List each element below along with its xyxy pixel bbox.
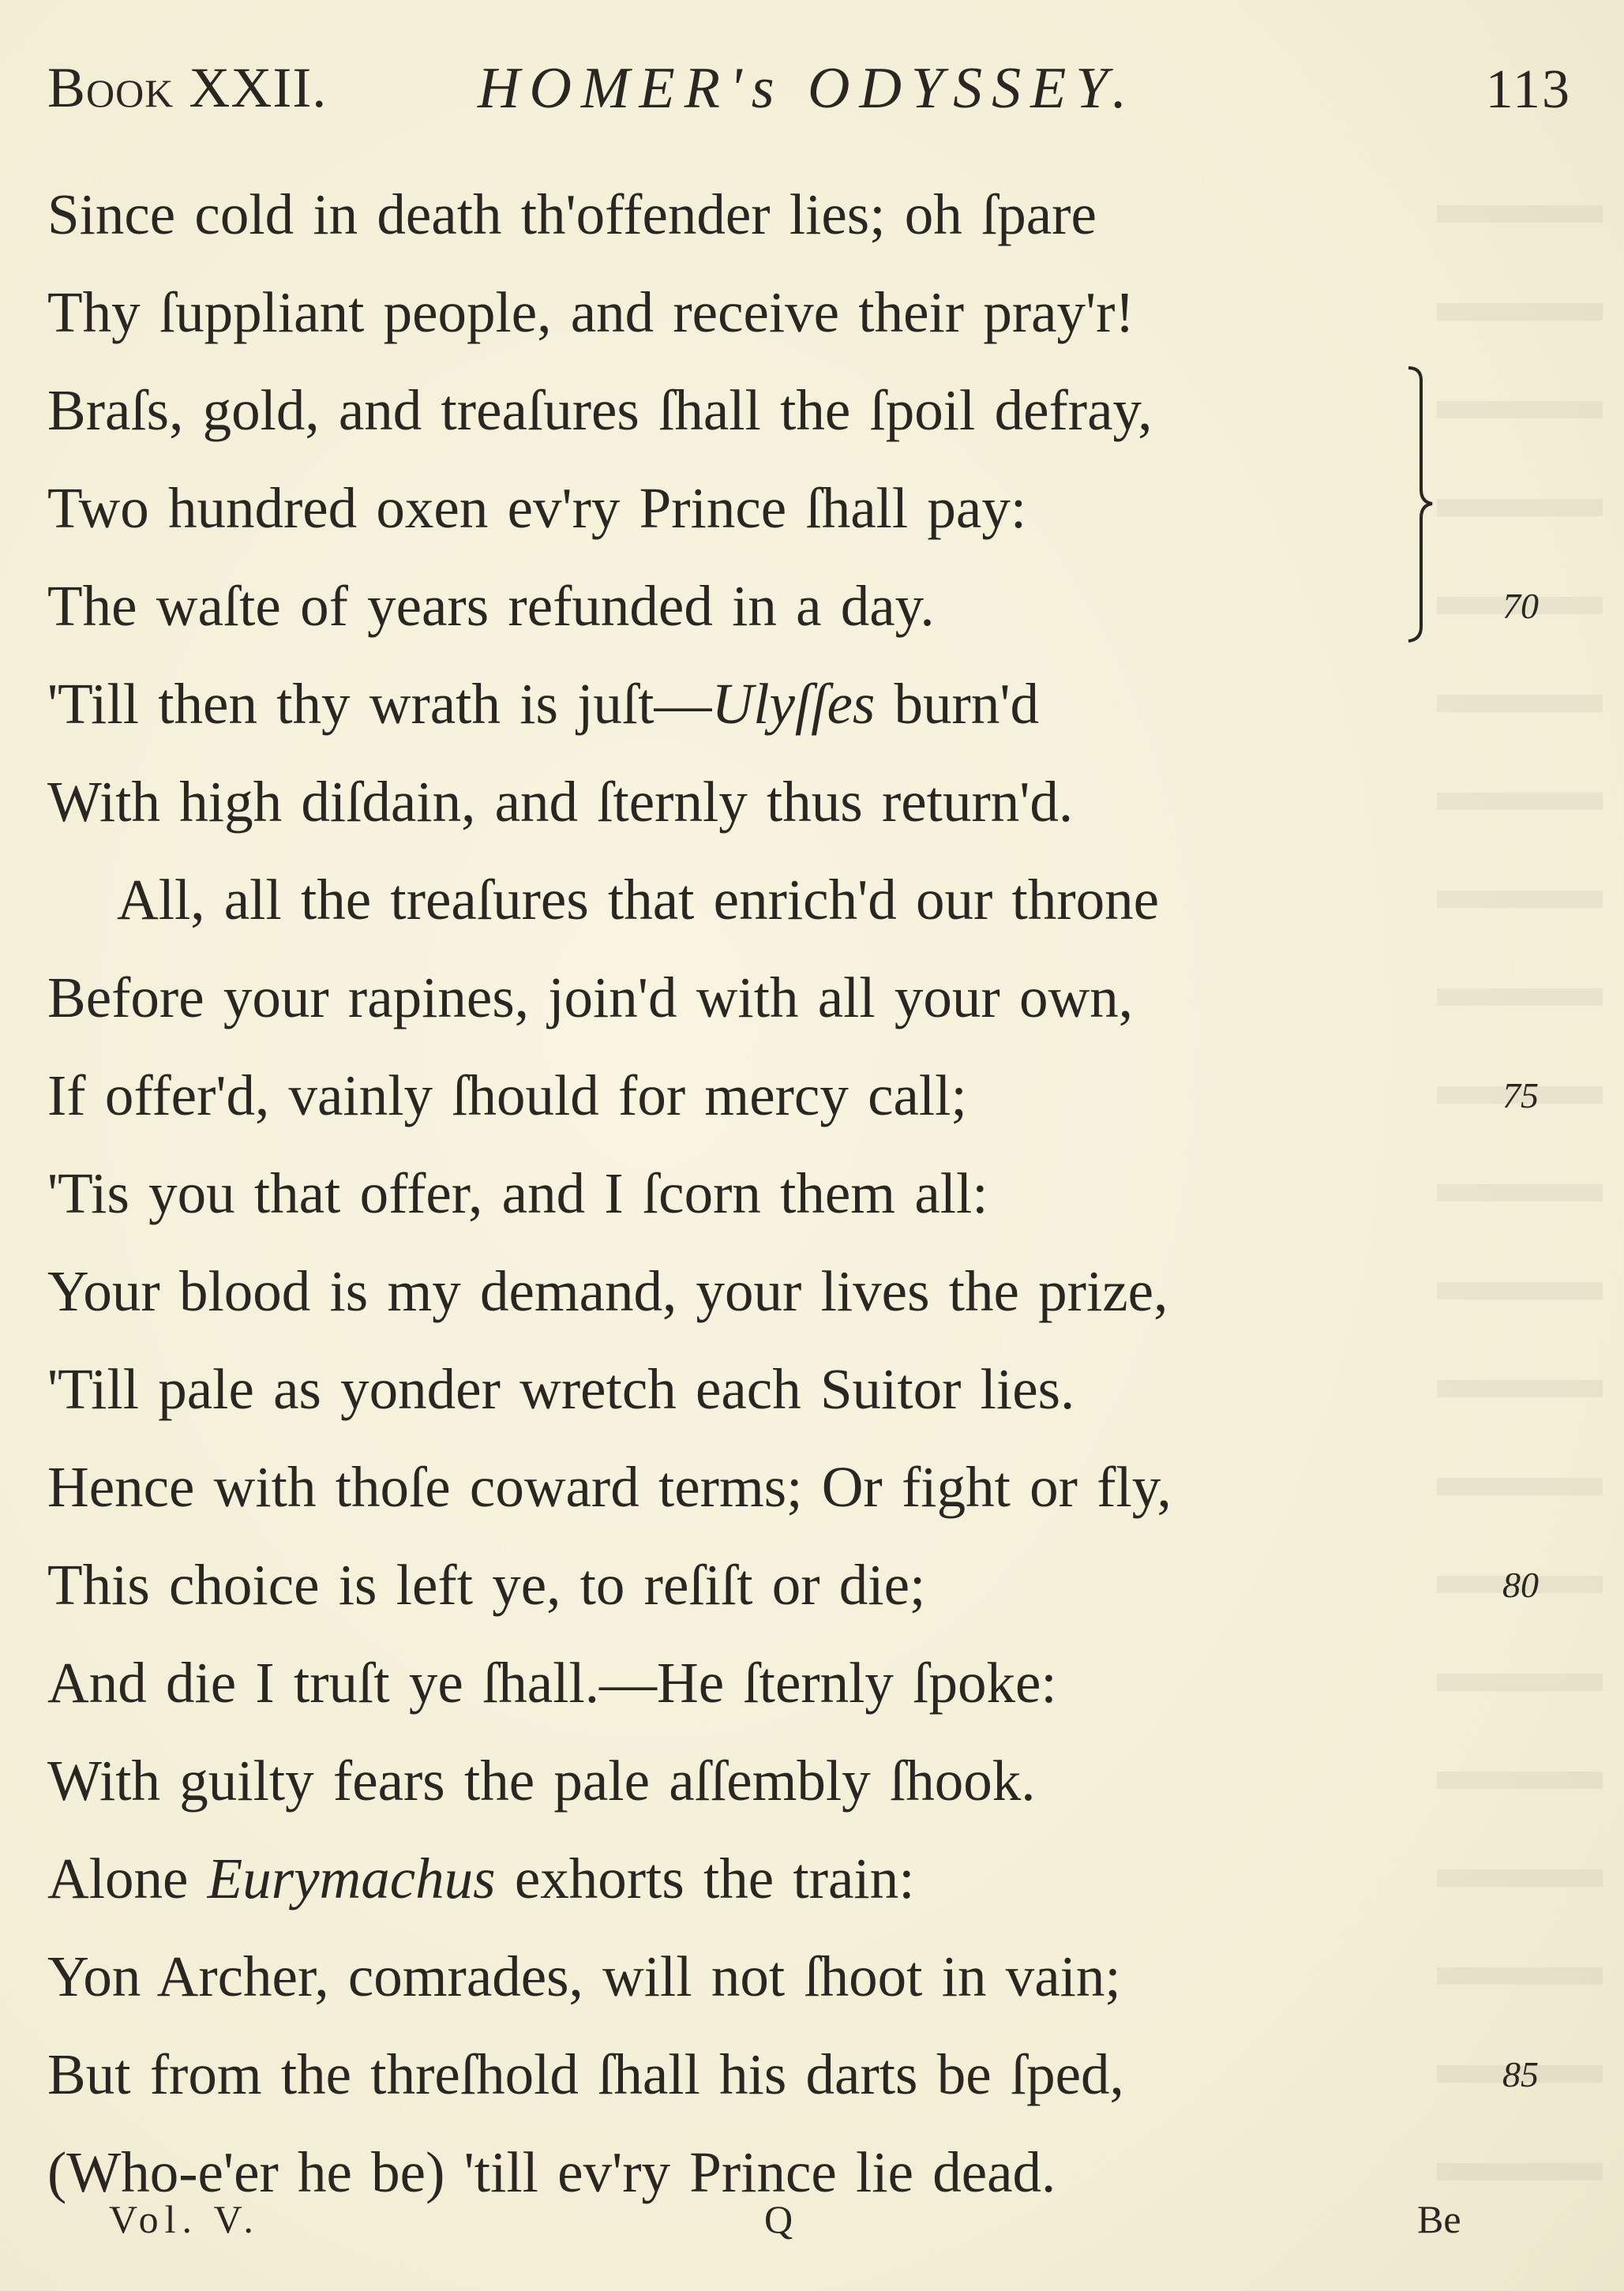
catchword: Be <box>1417 2197 1461 2241</box>
verse-line: Braſs, gold, and treaſures ſhall the ſpoil defray, <box>47 378 1153 442</box>
verse-text: 'Till then thy wrath is juſt— <box>47 672 712 736</box>
book-label <box>47 55 327 121</box>
show-through-text <box>1437 174 1603 2187</box>
verse-line <box>47 655 1039 753</box>
book-prefix: Book <box>47 56 174 119</box>
triplet-brace <box>1399 363 1446 647</box>
verse-text: burn'd <box>875 672 1039 736</box>
verse-line: (Who-e'er he be) 'till ev'ry Prince lie dead. <box>47 2140 1056 2204</box>
verse-line: But from the threſhold ſhall his darts be ſped, <box>47 2042 1124 2106</box>
verse-italic-name: Eurymachus <box>207 1847 496 1910</box>
verse-line <box>47 1830 914 1928</box>
verse-text: Alone <box>47 1847 208 1910</box>
verse-italic-name: Ulyſſes <box>711 672 876 736</box>
verse-line: This choice is left ye, to reſiſt or die; <box>47 1553 926 1617</box>
running-title: HOMER's ODYSSEY. <box>478 56 1137 121</box>
line-number: 85 <box>1502 2054 1539 2094</box>
verse-line: Before your rapines, join'd with all your own, <box>47 966 1133 1029</box>
line-number: 70 <box>1502 586 1539 626</box>
verse-text: exhorts the train: <box>495 1847 915 1910</box>
page-number: 113 <box>1485 59 1571 120</box>
line-number: 75 <box>1502 1075 1539 1116</box>
verse-line: With guilty fears the pale aſſembly ſhook. <box>47 1749 1036 1813</box>
verse-line: Since cold in death th'offender lies; oh ſpare <box>47 182 1097 246</box>
verse-line: Thy ſuppliant people, and receive their pray'r! <box>47 280 1135 344</box>
verse-line: Hence with thoſe coward terms; Or fight or fly, <box>47 1455 1172 1519</box>
verse-line: All, all the treaſures that enrich'd our throne <box>117 868 1160 932</box>
verse-line: Yon Archer, comrades, will not ſhoot in vain; <box>47 1944 1121 2008</box>
verse-line: 'Tis you that offer, and I ſcorn them all: <box>47 1161 988 1225</box>
volume-label: Vol. V. <box>109 2197 260 2241</box>
running-header <box>47 47 1571 134</box>
signature-mark: Q <box>764 2197 793 2241</box>
verse-line: And die I truſt ye ſhall.—He ſternly ſpoke: <box>47 1651 1057 1715</box>
verse-line: With high diſdain, and ſternly thus return'd. <box>47 770 1074 834</box>
verse-line: Two hundred oxen ev'ry Prince ſhall pay: <box>47 476 1027 540</box>
verse-line: If offer'd, vainly ſhould for mercy call; <box>47 1063 967 1127</box>
page-footer <box>0 2196 1624 2259</box>
verse-line: 'Till pale as yonder wretch each Suitor lies. <box>47 1357 1075 1421</box>
verse-line: Your blood is my demand, your lives the prize, <box>47 1259 1168 1323</box>
book-number: XXII. <box>189 56 328 119</box>
line-number: 80 <box>1502 1565 1539 1605</box>
verse-line: The waſte of years refunded in a day. <box>47 574 935 638</box>
